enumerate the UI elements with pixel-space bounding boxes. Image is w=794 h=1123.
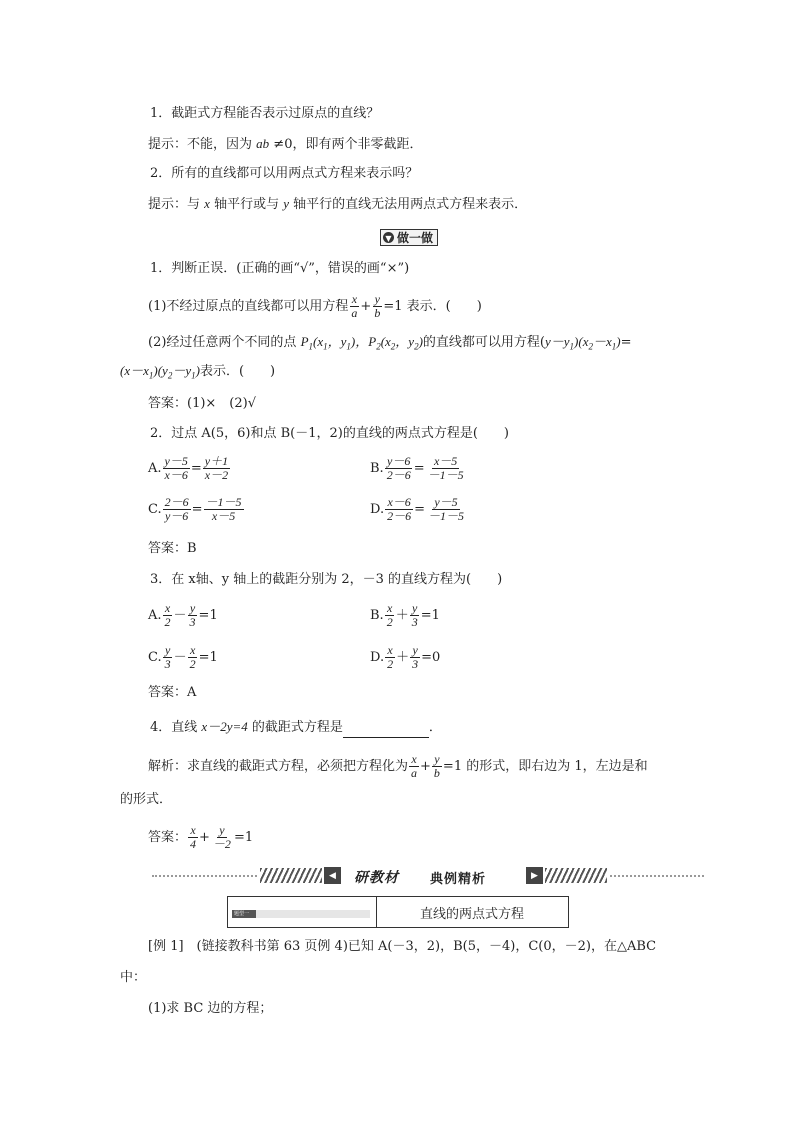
statement-2-text: (2)经过任意两个不同的点 bbox=[148, 335, 297, 350]
exercise-2-stem: 2．过点 A(5，6)和点 B(－1，2)的直线的两点式方程是( ) bbox=[150, 426, 509, 441]
option-den: 3 bbox=[412, 657, 419, 671]
hint-2-x: x bbox=[204, 196, 210, 211]
analysis-text-end: =1 的形式，即右边为 1，左边是和 bbox=[442, 759, 648, 774]
exercise-2-option-b: B. $\frac{y-6}{2-6}$ = $\frac{x-5}{-1-5}$ bbox=[370, 454, 464, 482]
points-p1-p2: $P_1(x_1$，$y_1$)，$P_2(x_2$，$y_2$) bbox=[300, 334, 423, 352]
option-den: 2 bbox=[164, 615, 171, 629]
hint-1-prefix: 提示：不能，因为 bbox=[148, 137, 253, 152]
option-den: 3 bbox=[164, 657, 171, 671]
practice-badge-label: 做一做 bbox=[397, 231, 434, 245]
option-label: A. bbox=[148, 608, 162, 623]
exercise-3-stem: 3．在 x轴、y 轴上的截距分别为 2，－3 的直线方程为( ) bbox=[150, 572, 503, 587]
example-1-line-2: 中： bbox=[120, 970, 147, 985]
exercise-4-text: 的截距式方程是 bbox=[251, 720, 343, 735]
option-num: y－6 bbox=[387, 454, 411, 468]
option-num: y＋1 bbox=[204, 454, 229, 468]
topic-header bbox=[227, 896, 569, 928]
option-label: A. bbox=[148, 461, 162, 476]
intro-question-2: 2．所有的直线都可以用两点式方程来表示吗？ bbox=[150, 166, 419, 181]
hint-2-y: y bbox=[283, 196, 290, 211]
option-den: 2 bbox=[387, 657, 394, 671]
exercise-4-prefix: 4．直线 bbox=[150, 720, 198, 735]
option-num: y bbox=[412, 601, 418, 615]
option-den: 3 bbox=[411, 615, 418, 629]
option-label: D. bbox=[370, 650, 385, 665]
statement-2-mid: 的直线都可以用方程( bbox=[422, 335, 545, 350]
intro-hint-1 bbox=[148, 134, 422, 155]
exercise-1-statement-2-cont: $(x-x_1)(y_2-y_1)$表示．( ) bbox=[120, 363, 276, 381]
option-rhs: =0 bbox=[421, 650, 441, 665]
answer-label: 答案： bbox=[148, 830, 188, 845]
fraction-x-over-a: $\frac{x}{a}$ bbox=[351, 292, 358, 320]
hint-1-suffix: ≠0，即有两个非零截距． bbox=[273, 137, 423, 152]
statement-1-text: (1)不经过原点的直线都可以用方程 bbox=[148, 299, 349, 314]
exercise-2-option-c: C. $\frac{2-6}{y-6}$ = $\frac{-1-5}{x-5}$ bbox=[148, 495, 242, 523]
exercise-4-answer: 答案： $\frac{x}{4}$ + $\frac{y}{-2}$ =1 bbox=[148, 823, 254, 851]
option-label: C. bbox=[148, 650, 162, 665]
hint-2-prefix: 提示：与 bbox=[148, 197, 201, 212]
answer-blank bbox=[343, 723, 429, 738]
hint-1-variable: ab bbox=[256, 136, 270, 151]
option-rhs: =1 bbox=[198, 608, 218, 623]
option-den: 2－6 bbox=[387, 509, 412, 523]
option-num: y bbox=[189, 601, 196, 615]
chevron-left-icon: ◀ bbox=[324, 867, 341, 884]
option-den: 2－6 bbox=[386, 468, 411, 482]
option-rhs: =1 bbox=[420, 608, 440, 623]
option-den: x－2 bbox=[204, 468, 229, 482]
option-num: x bbox=[387, 643, 393, 657]
option-op: － bbox=[173, 608, 187, 623]
answer-rhs: =1 bbox=[233, 830, 254, 845]
topic-title: 直线的两点式方程 bbox=[419, 906, 524, 922]
intro-hint-2 bbox=[148, 194, 527, 215]
exercise-4-stem bbox=[150, 717, 442, 738]
practice-badge bbox=[380, 229, 438, 246]
option-den: 2 bbox=[189, 657, 196, 671]
exercise-2-answer: 答案：B bbox=[148, 541, 197, 556]
banner-title: 研教材 bbox=[354, 870, 399, 886]
fraction-y-over-b: $\frac{y}{b}$ bbox=[374, 292, 381, 320]
option-op: ＋ bbox=[396, 650, 410, 665]
exercise-4-analysis-cont: 的形式． bbox=[120, 792, 173, 807]
hint-2-middle: 轴平行或与 bbox=[214, 197, 280, 212]
exercise-1-statement-1: (1)不经过原点的直线都可以用方程 $\frac{x}{a}$ + $\frac{y}{b}$ =1 表示．( ) bbox=[148, 292, 482, 320]
option-num: －1－5 bbox=[205, 495, 242, 509]
banner-stripe-right bbox=[545, 868, 607, 883]
banner-subtitle: 典例精析 bbox=[430, 872, 487, 887]
exercise-3-option-b bbox=[370, 602, 440, 629]
option-label: D. bbox=[370, 502, 385, 517]
statement-1-end: =1 表示．( ) bbox=[383, 299, 482, 314]
analysis-text: 解析：求直线的截距式方程，必须把方程化为 bbox=[148, 759, 409, 774]
option-label: B. bbox=[370, 461, 384, 476]
exercise-3-option-d bbox=[370, 644, 440, 671]
statement-2-end: 表示．( ) bbox=[199, 364, 276, 379]
chevron-right-icon: ▶ bbox=[526, 867, 543, 884]
option-num: x－6 bbox=[387, 495, 411, 509]
statement-2-equals: = bbox=[620, 335, 632, 350]
option-den: －1－5 bbox=[428, 509, 465, 523]
exercise-3-option-a bbox=[148, 602, 218, 629]
exercise-3-option-c bbox=[148, 644, 218, 671]
option-num: x bbox=[189, 643, 196, 657]
section-banner bbox=[152, 864, 704, 888]
exercise-4-equation: x－2y=4 bbox=[201, 719, 248, 734]
option-num: y－5 bbox=[434, 495, 458, 509]
option-label: B. bbox=[370, 608, 384, 623]
exercise-1-answer: 答案：(1)× (2)√ bbox=[148, 396, 257, 411]
topic-tag: 题型一 bbox=[232, 910, 370, 918]
option-op: ＋ bbox=[395, 608, 409, 623]
option-rhs: =1 bbox=[198, 650, 218, 665]
option-num: y bbox=[412, 643, 418, 657]
topic-tag-cell bbox=[228, 897, 377, 927]
exercise-1-statement-2: (2)经过任意两个不同的点 $P_1(x_1$，$y_1$)，$P_2(x_2$，$y_2$)的直线都可以用方程$(y-y_1)(x_2-x_1)=$ bbox=[148, 334, 632, 352]
option-num: x bbox=[387, 601, 393, 615]
exercise-4-end: ． bbox=[428, 720, 442, 735]
option-num: x bbox=[164, 601, 171, 615]
exercise-4-analysis: 解析：求直线的截距式方程，必须把方程化为 $\frac{x}{a}$ + $\frac{y}{b}$ =1 的形式，即右边为 1，左边是和 bbox=[148, 752, 648, 780]
option-den: －1－5 bbox=[427, 468, 464, 482]
option-num: y bbox=[164, 643, 171, 657]
option-den: 3 bbox=[189, 615, 196, 629]
option-op: － bbox=[173, 650, 187, 665]
exercise-2-option-d: D. $\frac{x-6}{2-6}$ = $\frac{y-5}{-1-5}$ bbox=[370, 495, 465, 523]
banner-dots-right bbox=[610, 875, 704, 877]
option-num: x－5 bbox=[433, 454, 458, 468]
option-den: x－6 bbox=[164, 468, 188, 482]
option-den: y－6 bbox=[164, 509, 189, 523]
option-den: x－5 bbox=[211, 509, 236, 523]
chevron-down-icon: ▼ bbox=[383, 232, 394, 243]
option-num: 2－6 bbox=[164, 495, 189, 509]
exercise-2-option-a: A. $\frac{y-5}{x-6}$ = $\frac{y+1}{x-2}$ bbox=[148, 454, 229, 482]
example-1-question-1: (1)求 BC 边的方程； bbox=[148, 1001, 273, 1016]
exercise-3-answer: 答案：A bbox=[148, 685, 197, 700]
example-1-line-1: [例 1] (链接教科书第 63 页例 4)已知 A(－3，2)，B(5，－4)，C(0，－2)，在△ABC bbox=[148, 939, 657, 954]
option-num: y－5 bbox=[164, 454, 188, 468]
banner-stripe-left bbox=[260, 868, 322, 883]
option-den: 2 bbox=[386, 615, 393, 629]
option-label: C. bbox=[148, 502, 162, 517]
hint-2-suffix: 轴平行的直线无法用两点式方程来表示． bbox=[293, 197, 528, 212]
banner-dots-left bbox=[152, 875, 257, 877]
exercise-1-stem: 1．判断正误．(正确的画“√”，错误的画“×”) bbox=[150, 261, 410, 276]
intro-question-1: 1．截距式方程能否表示过原点的直线？ bbox=[150, 106, 380, 121]
